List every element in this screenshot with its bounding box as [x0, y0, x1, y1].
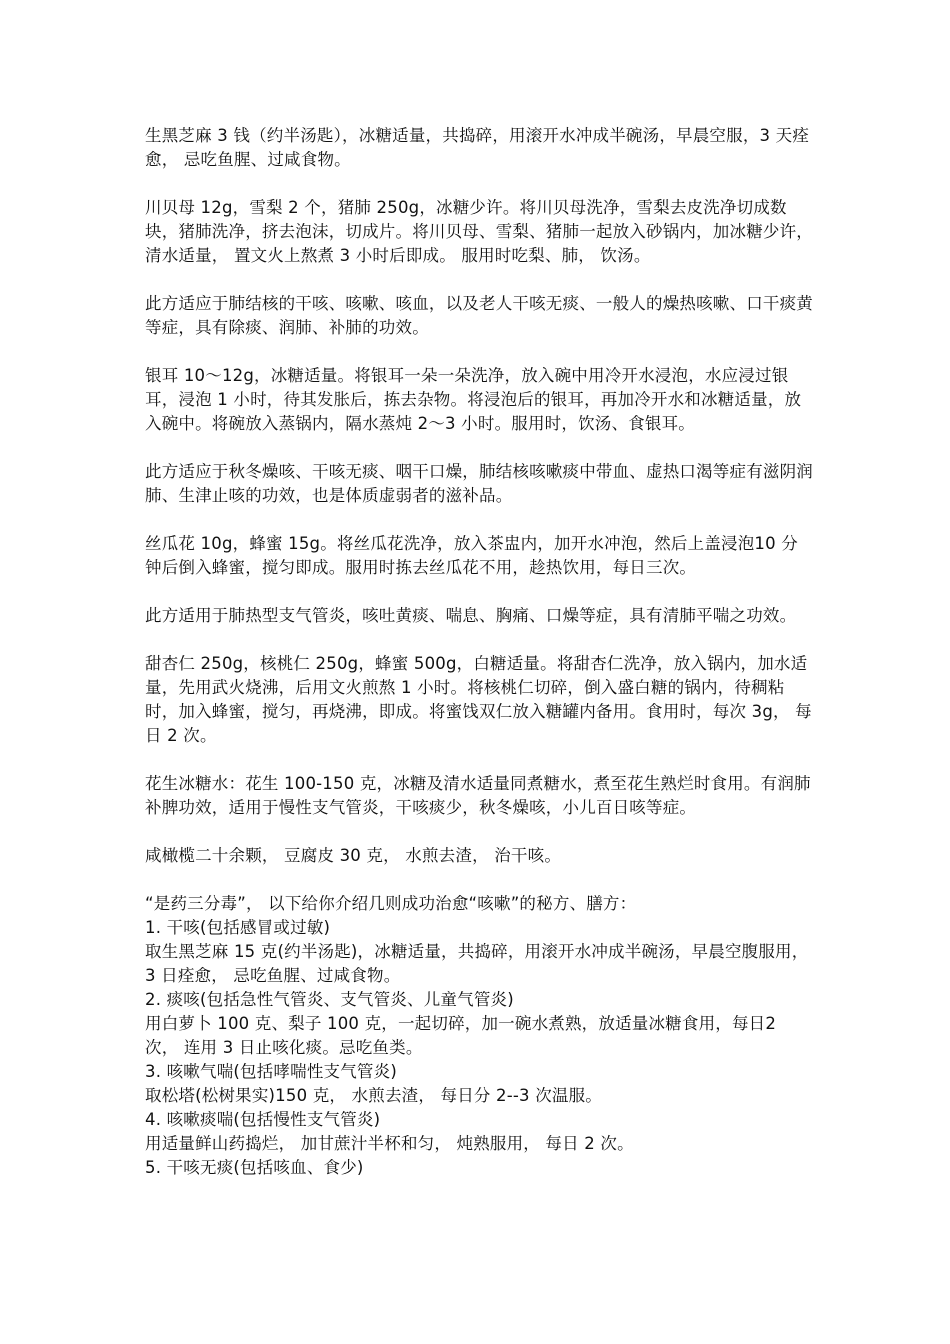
paragraph-fritillaria-indication: 此方适应于肺结核的干咳、咳嗽、咳血，以及老人干咳无痰、一般人的燥热咳嗽、口干痰黄等症，具有除痰、润肺、补肺的功效。 [145, 294, 813, 337]
remedy-text-phlegm-cough: 用白萝卜 100 克、梨子 100 克，一起切碎，加一碗水煮熟，放适量冰糖食用，每日2 次， 连用 3 日止咳化痰。忌吃鱼类。 [145, 1014, 777, 1057]
paragraph-almond-walnut: 甜杏仁 250g，核桃仁 250g，蜂蜜 500g，白糖适量。将甜杏仁洗净，放入锅内，加水适量，先用武火烧沸，后用文火煎熬 1 小时。将核桃仁切碎，倒入盛白糖的锅内，待稠粘时，加入蜂蜜，搅匀，再烧沸，即成。将蜜饯双仁放入糖罐内备用。食用时，每次 3g， 每日 2 次。 [145, 654, 812, 745]
remedy-section [145, 892, 813, 1180]
paragraph-peanut-sugar-water: 花生冰糖水：花生 100-150 克，冰糖及清水适量同煮糖水，煮至花生熟烂时食用。有润肺补脾功效，适用于慢性支气管炎，干咳痰少，秋冬燥咳，小儿百日咳等症。 [145, 774, 811, 817]
remedy-heading-dry-cough-no-phlegm: 5. 干咳无痰(包括咳血、食少) [145, 1158, 364, 1177]
paragraph-tremella: 银耳 10～12g，冰糖适量。将银耳一朵一朵洗净，放入碗中用冷开水浸泡，水应浸过银耳，浸泡 1 小时，待其发胀后，拣去杂物。将浸泡后的银耳，再加冷开水和冰糖适量，放入碗中。将碗放入蒸锅内，隔水蒸炖 2～3 小时。服用时，饮汤、食银耳。 [145, 366, 802, 433]
remedy-heading-cough-phlegm-asthma: 4. 咳嗽痰喘(包括慢性支气管炎) [145, 1110, 381, 1129]
remedy-text-cough-asthma: 取松塔(松树果实)150 克， 水煎去渣， 每日分 2--3 次温服。 [145, 1086, 602, 1105]
paragraph-black-sesame: 生黑芝麻 3 钱（约半汤匙），冰糖适量，共捣碎，用滚开水冲成半碗汤，早晨空服，3 天痊愈， 忌吃鱼腥、过咸食物。 [145, 126, 810, 169]
remedy-heading-dry-cough: 1. 干咳(包括感冒或过敏) [145, 918, 331, 937]
paragraph-loofah-flower: 丝瓜花 10g，蜂蜜 15g。将丝瓜花洗净，放入茶盅内，加开水冲泡，然后上盖浸泡10 分钟后倒入蜂蜜，搅匀即成。服用时拣去丝瓜花不用，趁热饮用，每日三次。 [145, 534, 798, 577]
remedy-text-dry-cough: 取生黑芝麻 15 克(约半汤匙)，冰糖适量，共捣碎，用滚开水冲成半碗汤，早晨空腹服用， 3 日痊愈， 忌吃鱼腥、过咸食物。 [145, 942, 809, 985]
remedy-intro: “是药三分毒”， 以下给你介绍几则成功治愈“咳嗽”的秘方、膳方： [145, 894, 637, 913]
paragraph-olive-tofu-skin: 咸橄榄二十余颗， 豆腐皮 30 克， 水煎去渣， 治干咳。 [145, 846, 562, 865]
paragraph-tremella-indication: 此方适应于秋冬燥咳、干咳无痰、咽干口燥，肺结核咳嗽痰中带血、虚热口渴等症有滋阴润肺、生津止咳的功效，也是体质虚弱者的滋补品。 [145, 462, 813, 505]
remedy-heading-phlegm-cough: 2. 痰咳(包括急性气管炎、支气管炎、儿童气管炎) [145, 990, 514, 1009]
document-body [145, 124, 813, 1180]
paragraph-loofah-indication: 此方适用于肺热型支气管炎，咳吐黄痰、喘息、胸痛、口燥等症，具有清肺平喘之功效。 [145, 606, 797, 625]
remedy-text-cough-phlegm-asthma: 用适量鲜山药捣烂， 加甘蔗汁半杯和匀， 炖熟服用， 每日 2 次。 [145, 1134, 634, 1153]
paragraph-fritillaria-pear-lung: 川贝母 12g，雪梨 2 个，猪肺 250g，冰糖少许。将川贝母洗净，雪梨去皮洗净切成数块，猪肺洗净，挤去泡沫，切成片。将川贝母、雪梨、猪肺一起放入砂锅内，加冰糖少许， 清水适量， 置文火上熬煮 3 小时后即成。 服用时吃梨、肺， 饮汤。 [145, 198, 813, 265]
remedy-heading-cough-asthma: 3. 咳嗽气喘(包括哮喘性支气管炎) [145, 1062, 397, 1081]
